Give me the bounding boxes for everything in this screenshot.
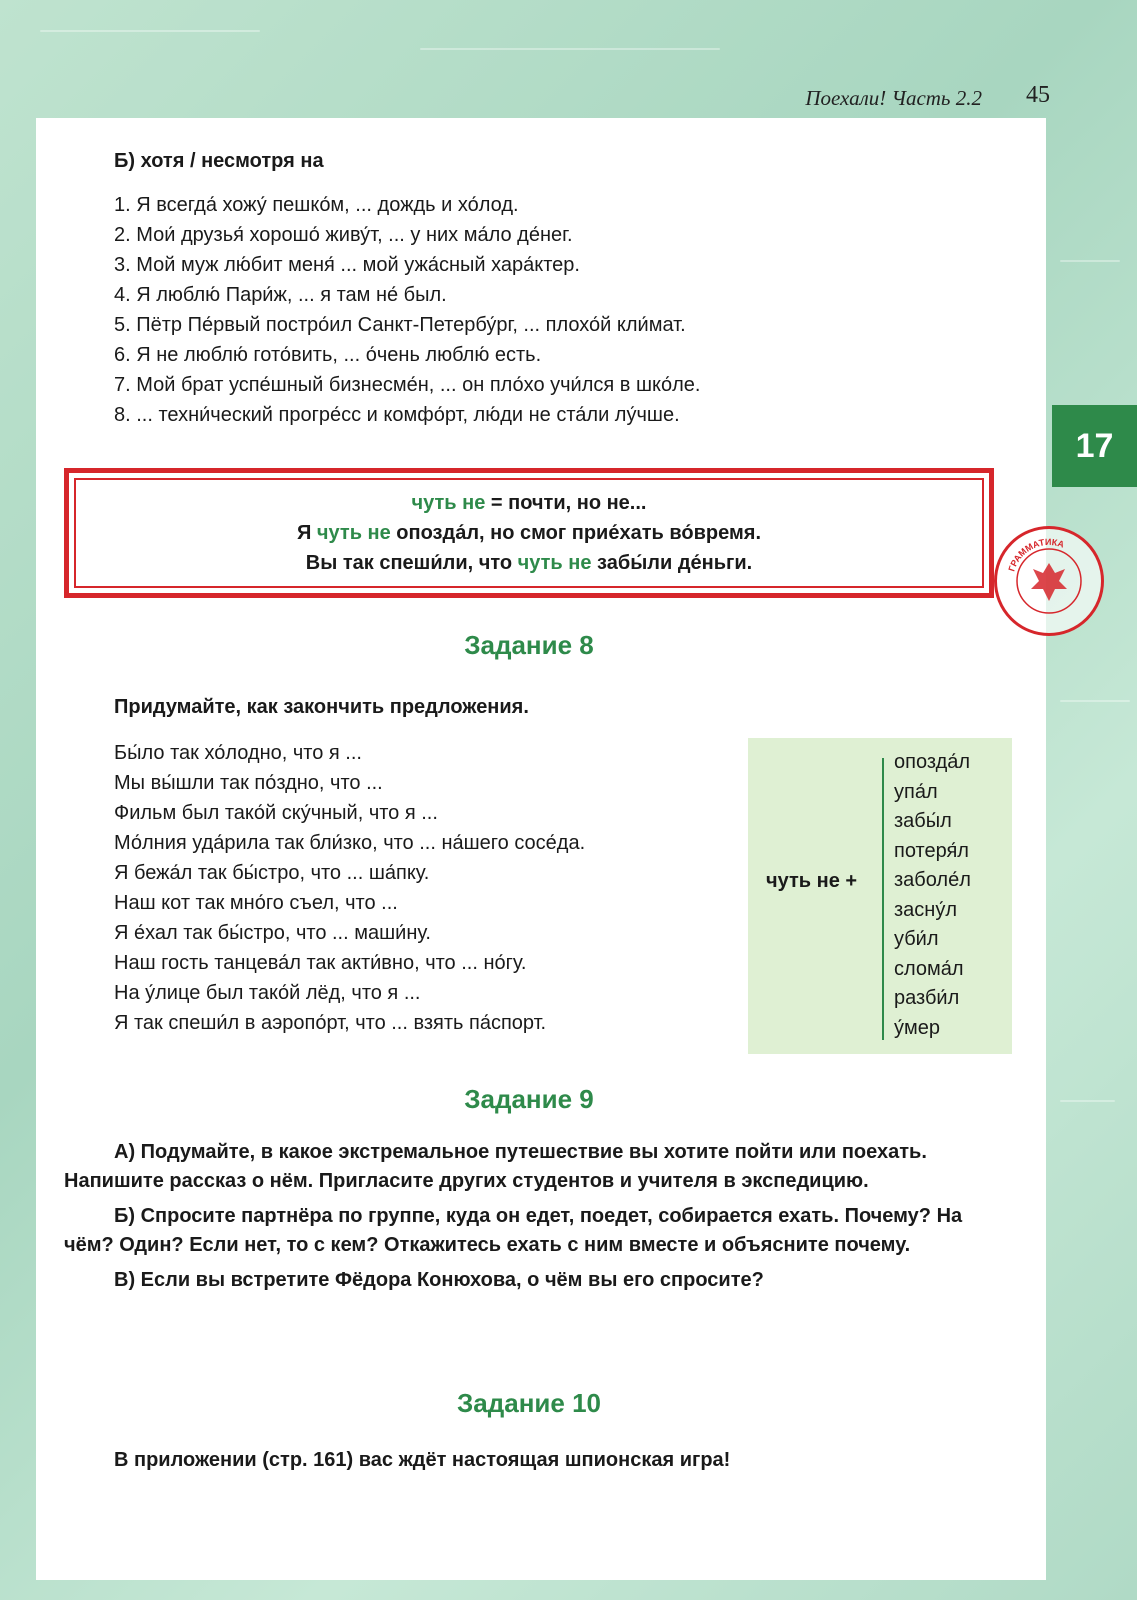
verb-box-divider (882, 758, 884, 1040)
rule-example (297, 518, 761, 548)
background-wave (420, 48, 720, 50)
task-8-sentence: Наш кот так мно́го съел, что ... (114, 892, 398, 914)
page-header (0, 80, 1060, 116)
rule-definition (412, 488, 647, 518)
eagle-emblem-icon (1001, 533, 1097, 629)
task-9-title: Задание 9 (464, 1084, 594, 1114)
page-number: 45 (1026, 82, 1050, 108)
verb-option: слома́л (894, 957, 964, 980)
rule-text: Я (296, 522, 317, 544)
grammar-stamp-icon (994, 526, 1104, 636)
task-8-sentence: Я бежа́л так бы́стро, что ... ша́пку. (114, 862, 430, 884)
exercise-sentence: 3. Мой муж лю́бит меня́ ... мой ужа́сный хара́ктер. (114, 254, 580, 276)
task-8-sentence: На у́лице был тако́й лёд, что я ... (114, 982, 421, 1004)
exercise-sentence: 6. Я не люблю́ гото́вить, ... о́чень люблю́ есть. (114, 344, 542, 366)
verb-option: уби́л (894, 928, 939, 950)
rule-text: забы́ли де́ньги. (591, 552, 753, 574)
task-9-paragraph: Б) Спросите партнёра по группе, куда он едет, поедет, собирается ехать. Почему? На чём? Один? Если нет, то с кем? Откажитесь ехать с ним вместе и объясните почему. (64, 1205, 963, 1256)
task-10-title: Задание 10 (456, 1388, 601, 1418)
exercise-list (114, 190, 700, 430)
verb-option: забы́л (894, 810, 952, 832)
task-8-sentence-list (114, 738, 585, 1038)
exercise-sentence: 2. Мои́ друзья́ хорошо́ живу́т, ... у них ма́ло де́нег. (114, 224, 573, 246)
exercise-sentence: 5. Пётр Пе́рвый постро́ил Санкт-Петербу́рг, ... плохо́й кли́мат. (114, 314, 686, 336)
verb-option: разби́л (894, 987, 960, 1009)
task-9-paragraph: В) Если вы встретите Фёдора Конюхова, о чём вы его спросите? (114, 1269, 764, 1291)
verb-options-box (748, 738, 1012, 1054)
rule-keyword: чуть не (316, 522, 391, 544)
verb-option: потеря́л (894, 839, 969, 862)
grammar-rule-box (64, 468, 994, 598)
verb-option: упа́л (894, 780, 938, 803)
task-8-title: Задание 8 (464, 630, 594, 660)
exercise-sentence: 1. Я всегда́ хожу́ пешко́м, ... дождь и хо́лод. (114, 194, 519, 216)
rule-text: Вы так спеши́ли, что (305, 552, 518, 574)
chapter-tab: 17 (1052, 405, 1137, 487)
task-8-sentence: Я е́хал так бы́стро, что ... маши́ну. (114, 922, 431, 944)
verb-box-lead: чуть не + (766, 870, 858, 892)
verb-option: у́мер (894, 1016, 940, 1039)
task-8-instruction: Придумайте, как закончить предложения. (114, 696, 529, 718)
task-8-sentence: Я так спеши́л в аэропо́рт, что ... взять па́спорт. (114, 1012, 547, 1034)
section-subtitle: Б) хотя / несмотря на (114, 150, 324, 172)
rule-text: опозда́л, но смог прие́хать во́время. (390, 522, 761, 544)
task-10-text: В приложении (стр. 161) вас ждёт настоящая шпионская игра! (114, 1449, 731, 1471)
verb-option: заболе́л (894, 869, 971, 891)
verb-option: опозда́л (894, 751, 971, 773)
rule-text: = почти, но не... (485, 492, 647, 514)
task-9-paragraph: А) Подумайте, в какое экстремальное путешествие вы хотите пойти или поехать. Напишите рассказ о нём. Пригласите других студентов и учителя в экспедицию. (64, 1141, 927, 1192)
background-wave (1060, 260, 1120, 262)
verb-option: засну́л (894, 898, 958, 921)
grammar-rule-inner (74, 478, 984, 588)
task-8-sentence: Мы вы́шли так по́здно, что ... (114, 772, 383, 794)
exercise-sentence: 4. Я люблю́ Пари́ж, ... я там не́ был. (114, 284, 447, 306)
task-8-sentence: Фильм был тако́й ску́чный, что я ... (114, 802, 438, 824)
rule-keyword: чуть не (411, 492, 486, 514)
task-8-sentence: Мо́лния уда́рила так бли́зко, что ... на́шего сосе́да. (114, 832, 586, 854)
background-wave (1060, 1100, 1115, 1102)
page-sheet (36, 118, 1066, 1580)
rule-example (306, 548, 752, 578)
task-9-body (64, 1138, 974, 1301)
background-wave (40, 30, 260, 32)
exercise-sentence: 8. ... техни́ческий прогре́сс и комфо́рт, лю́ди не ста́ли лу́чше. (114, 404, 680, 426)
task-8-sentence: Бы́ло так хо́лодно, что я ... (114, 742, 362, 764)
verb-list (894, 748, 971, 1043)
svg-text:ГРАММАТИКА (1006, 537, 1066, 573)
book-title: Поехали! Часть 2.2 (805, 86, 982, 110)
background-wave (1060, 700, 1130, 702)
rule-keyword: чуть не (517, 552, 592, 574)
exercise-sentence: 7. Мой брат успе́шный бизнесме́н, ... он пло́хо учи́лся в шко́ле. (114, 374, 701, 396)
task-8-sentence: Наш гость танцева́л так акти́вно, что ... но́гу. (114, 952, 527, 974)
stamp-label: ГРАММАТИКА (1006, 536, 1066, 573)
